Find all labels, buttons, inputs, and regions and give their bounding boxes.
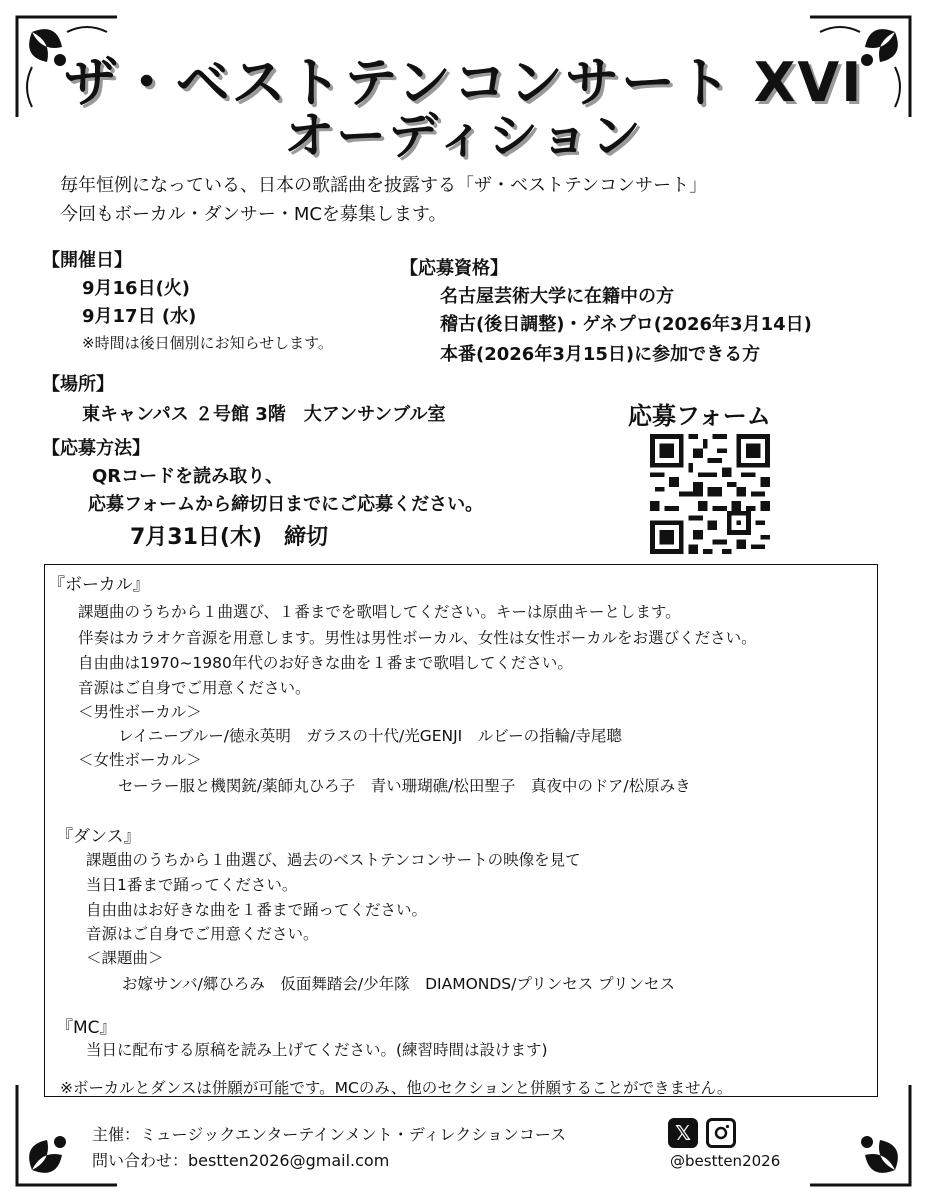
method-line: QRコードを読み取り、 [92, 466, 284, 487]
method-heading: 【応募方法】 [42, 438, 150, 459]
dates-heading: 【開催日】 [42, 250, 132, 271]
dance-line: 自由曲はお好きな曲を１番まで踊ってください。 [86, 901, 428, 919]
vocal-line: 伴奏はカラオケ音源を用意します。男性は男性ボーカル、女性は女性ボーカルをお選びください。 [78, 629, 757, 647]
note: ※ボーカルとダンスは併願が可能です。MCのみ、他のセクションと併願することができません。 [60, 1079, 733, 1097]
mc-heading: 『MC』 [56, 1018, 117, 1038]
social-handle[interactable]: @bestten2026 [670, 1152, 781, 1170]
organizer: 主催：ミュージックエンターテインメント・ディレクションコース [92, 1125, 567, 1144]
date-item: 9月17日 (水) [82, 306, 197, 327]
eligibility-item: 本番(2026年3月15日)に参加できる方 [440, 344, 761, 365]
eligibility-heading: 【応募資格】 [400, 258, 508, 279]
venue-text: 東キャンパス ２号館 3階 大アンサンブル室 [82, 404, 446, 425]
venue-heading: 【場所】 [42, 374, 114, 395]
vocal-heading: 『ボーカル』 [48, 575, 150, 595]
female-vocal-heading: ＜女性ボーカル＞ [78, 751, 202, 769]
qr-code[interactable] [650, 434, 770, 554]
eligibility-item: 名古屋芸術大学に在籍中の方 [440, 286, 674, 307]
instagram-icon[interactable] [706, 1118, 736, 1148]
female-vocal-songs: セーラー服と機関銃/薬師丸ひろ子 青い珊瑚礁/松田聖子 真夜中のドア/松原みき [118, 777, 691, 795]
x-icon[interactable]: 𝕏 [668, 1118, 698, 1148]
page-title: ザ・ベストテンコンサート XVI [63, 51, 864, 114]
male-vocal-heading: ＜男性ボーカル＞ [78, 703, 202, 721]
date-item: 9月16日(火) [82, 278, 191, 299]
dance-heading: 『ダンス』 [56, 827, 141, 847]
mc-line: 当日に配布する原稿を読み上げてください。(練習時間は設けます) [86, 1041, 548, 1059]
eligibility-item: 稽古(後日調整)・ゲネプロ(2026年3月14日) [440, 314, 812, 335]
dance-songs: お嫁サンバ/郷ひろみ 仮面舞踏会/少年隊 DIAMONDS/プリンセス プリンセス [122, 975, 676, 993]
contact-email[interactable]: 問い合わせ：bestten2026@gmail.com [92, 1151, 390, 1170]
dance-line: 課題曲のうちから１曲選び、過去のベストテンコンサートの映像を見て [86, 851, 581, 869]
intro-line-1: 毎年恒例になっている、日本の歌謡曲を披露する「ザ・ベストテンコンサート」 [60, 175, 708, 196]
vocal-line: 音源はご自身でご用意ください。 [78, 679, 311, 697]
dates-note: ※時間は後日個別にお知らせします。 [82, 334, 333, 352]
vocal-line: 課題曲のうちから１曲選び、１番までを歌唱してください。キーは原曲キーとします。 [78, 603, 681, 621]
male-vocal-songs: レイニーブルー/徳永英明 ガラスの十代/光GENJI ルビーの指輪/寺尾聰 [118, 727, 622, 745]
dance-songs-heading: ＜課題曲＞ [86, 949, 164, 967]
dance-line: 音源はご自身でご用意ください。 [86, 925, 319, 943]
intro-line-2: 今回もボーカル・ダンサー・MCを募集します。 [60, 204, 447, 225]
deadline: 7月31日(木) 締切 [130, 525, 329, 550]
method-line: 応募フォームから締切日までにご応募ください。 [88, 494, 484, 515]
dance-line: 当日1番まで踊ってください。 [86, 876, 298, 894]
form-label: 応募フォーム [628, 402, 771, 430]
page-subtitle: オーディション [284, 107, 643, 165]
vocal-line: 自由曲は1970~1980年代のお好きな曲を１番まで歌唱してください。 [78, 654, 573, 672]
